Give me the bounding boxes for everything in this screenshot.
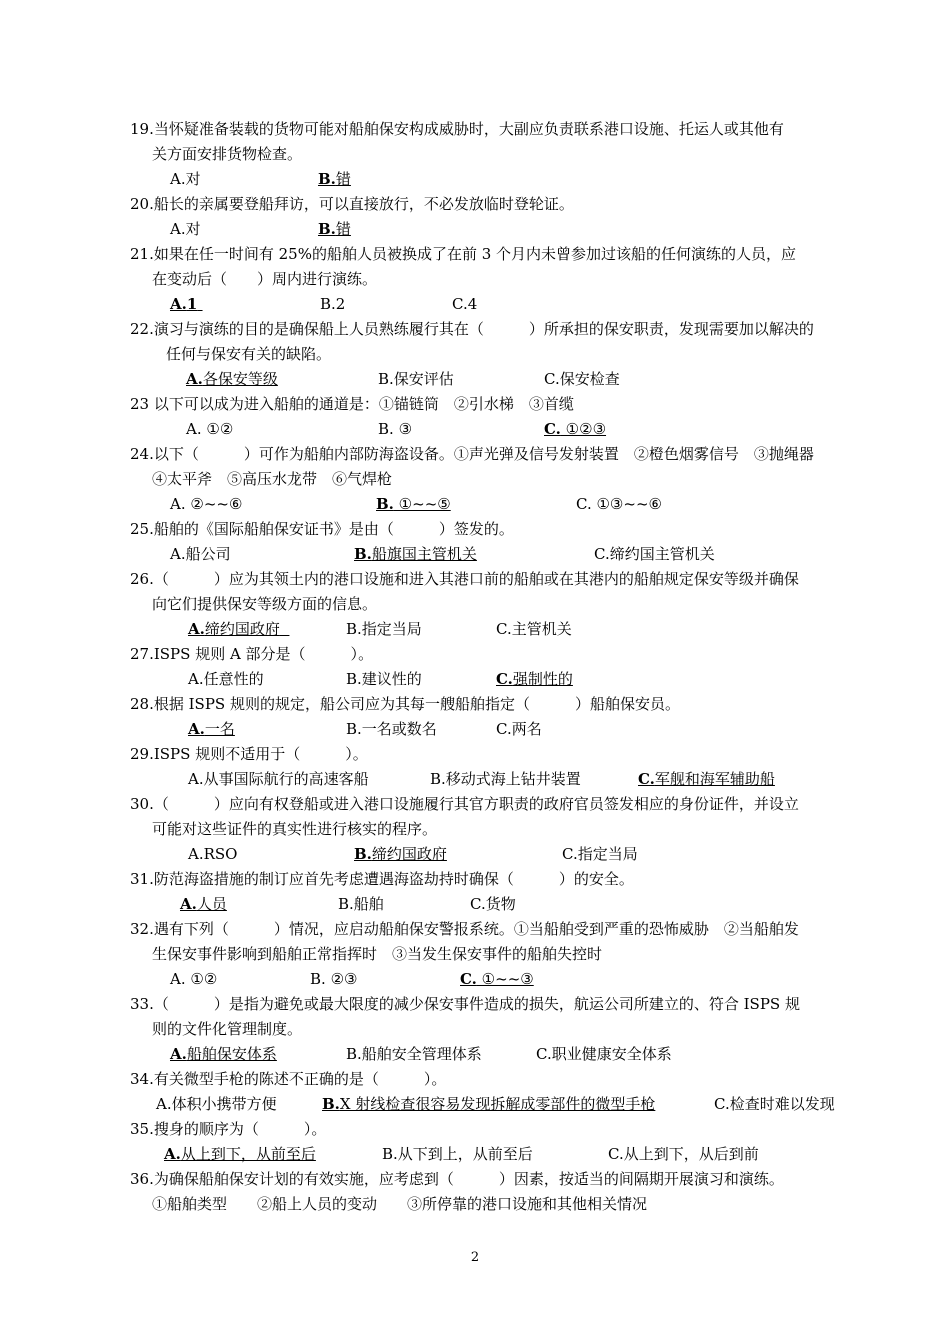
option-b: B.错 <box>318 170 351 188</box>
options <box>130 367 900 392</box>
option-a: A.人员 <box>180 895 227 913</box>
options <box>130 417 900 442</box>
option-b: B.2 <box>320 295 346 313</box>
question-28 <box>130 692 900 742</box>
question-text: 19.当怀疑准备装载的货物可能对船舶保安构成威胁时，大副应负责联系港口设施、托运人或其他有 <box>130 120 784 138</box>
question-24 <box>130 442 900 517</box>
question-list <box>130 117 900 1217</box>
option-a: A.体积小携带方便 <box>156 1095 277 1113</box>
option-b: B.船舶安全管理体系 <box>346 1045 482 1063</box>
question-text: 30.（ ）应向有权登船或进入港口设施履行其官方职责的政府官员签发相应的身份证件，并设立 <box>130 795 799 813</box>
options <box>130 1042 900 1067</box>
question-text: 则的文件化管理制度。 <box>152 1020 303 1038</box>
option-a: A.一名 <box>188 720 235 738</box>
question-text: 24.以下（ ）可作为船舶内部防海盗设备。①声光弹及信号发射装置 ②橙色烟雾信号 ③抛绳器 <box>130 445 814 463</box>
option-b: B. ②③ <box>310 970 358 988</box>
question-text: 生保安事件影响到船舶正常指挥时 ③当发生保安事件的船舶失控时 <box>152 945 603 963</box>
option-c: C. ①③~~⑥ <box>576 495 662 513</box>
option-b: B. ①~~⑤ <box>376 495 451 513</box>
question-text: 27.ISPS 规则 A 部分是（ ）。 <box>130 645 374 663</box>
question-text: 关方面安排货物检查。 <box>152 145 303 163</box>
options <box>130 842 900 867</box>
question-text: 可能对这些证件的真实性进行核实的程序。 <box>152 820 438 838</box>
option-a: A.对 <box>170 170 201 188</box>
options <box>130 542 900 567</box>
question-26 <box>130 567 900 642</box>
option-a: A.各保安等级 <box>186 370 278 388</box>
option-a: A.RSO <box>188 845 238 863</box>
question-29 <box>130 742 900 792</box>
option-b: B.错 <box>318 220 351 238</box>
option-c: C.4 <box>452 295 478 313</box>
question-text: 向它们提供保安等级方面的信息。 <box>152 595 378 613</box>
question-32 <box>130 917 900 992</box>
option-a: A.船公司 <box>170 545 231 563</box>
option-a: A.对 <box>170 220 201 238</box>
option-c: C.保安检查 <box>544 370 620 388</box>
question-text: 36.为确保船舶保安计划的有效实施，应考虑到（ ）因素，按适当的间隔期开展演习和演练。 <box>130 1170 784 1188</box>
question-text: 33.（ ）是指为避免或最大限度的减少保安事件造成的损失，航运公司所建立的、符合 ISPS 规 <box>130 995 800 1013</box>
option-b: B.船舶 <box>338 895 384 913</box>
option-a: A.任意性的 <box>188 670 264 688</box>
question-text: 28.根据 ISPS 规则的规定，船公司应为其每一艘船舶指定（ ）船舶保安员。 <box>130 695 680 713</box>
option-b: B. ③ <box>378 420 413 438</box>
option-b: B.移动式海上钻井装置 <box>430 770 581 788</box>
option-c: C.指定当局 <box>562 845 638 863</box>
question-text: 34.有关微型手枪的陈述不正确的是（ ）。 <box>130 1070 447 1088</box>
option-c: C.主管机关 <box>496 620 572 638</box>
option-b: B.从下到上，从前至后 <box>382 1145 533 1163</box>
option-b: B.X 射线检查很容易发现拆解成零部件的微型手枪 <box>322 1095 656 1113</box>
option-a: A.缔约国政府 <box>188 620 280 638</box>
options <box>130 1142 900 1167</box>
option-c: C. ①~~③ <box>460 970 534 988</box>
question-text: 21.如果在任一时间有 25%的船舶人员被换成了在前 3 个月内未曾参加过该船的任何演练的人员，应 <box>130 245 797 263</box>
options <box>130 1092 900 1117</box>
question-text: 20.船长的亲属要登船拜访，可以直接放行，不必发放临时登轮证。 <box>130 195 574 213</box>
option-c: C.检查时难以发现 <box>714 1095 835 1113</box>
option-a: A.从事国际航行的高速客船 <box>188 770 369 788</box>
options <box>130 292 900 317</box>
option-a: A. ①② <box>170 970 218 988</box>
question-19 <box>130 117 900 192</box>
option-c: C.从上到下，从后到前 <box>608 1145 759 1163</box>
option-c: C.两名 <box>496 720 542 738</box>
option-c: C.强制性的 <box>496 670 573 688</box>
options <box>130 217 900 242</box>
question-36 <box>130 1167 900 1217</box>
question-text: 32.遇有下列（ ）情况，应启动船舶保安警报系统。①当船舶受到严重的恐怖威胁 ②当船舶发 <box>130 920 799 938</box>
question-text: ①船舶类型 ②船上人员的变动 ③所停靠的港口设施和其他相关情况 <box>152 1195 648 1213</box>
option-a: A. ①② <box>186 420 234 438</box>
question-text: 23 以下可以成为进入船舶的通道是：①锚链筒 ②引水梯 ③首缆 <box>130 395 574 413</box>
question-30 <box>130 792 900 867</box>
option-b: B.一名或数名 <box>346 720 437 738</box>
question-21 <box>130 242 900 317</box>
option-b: B.建议性的 <box>346 670 422 688</box>
question-31 <box>130 867 900 917</box>
option-c: C.缔约国主管机关 <box>594 545 715 563</box>
option-a: A.从上到下，从前至后 <box>164 1145 316 1163</box>
question-20 <box>130 192 900 242</box>
question-27 <box>130 642 900 692</box>
question-33 <box>130 992 900 1067</box>
question-text: 22.演习与演练的目的是确保船上人员熟练履行其在（ ）所承担的保安职责，发现需要加以解决的 <box>130 320 814 338</box>
option-c: C.职业健康安全体系 <box>536 1045 672 1063</box>
option-b: B.保安评估 <box>378 370 454 388</box>
question-text: 35.搜身的顺序为（ ）。 <box>130 1120 327 1138</box>
option-c: C. ①②③ <box>544 420 607 438</box>
option-a: A.1 <box>170 295 198 313</box>
options <box>130 492 900 517</box>
question-text: 31.防范海盗措施的制订应首先考虑遭遇海盗劫持时确保（ ）的安全。 <box>130 870 634 888</box>
option-a: A.船舶保安体系 <box>170 1045 277 1063</box>
options <box>130 717 900 742</box>
option-b: B.指定当局 <box>346 620 422 638</box>
option-c: C.货物 <box>470 895 516 913</box>
question-text: 25.船舶的《国际船舶保安证书》是由（ ）签发的。 <box>130 520 514 538</box>
option-b: B.缔约国政府 <box>354 845 447 863</box>
question-23 <box>130 392 900 442</box>
question-text: ④太平斧 ⑤高压水龙带 ⑥气焊枪 <box>152 470 393 488</box>
option-b: B.船旗国主管机关 <box>354 545 477 563</box>
question-22 <box>130 317 900 392</box>
page-number: 2 <box>470 1250 480 1265</box>
options <box>130 617 900 642</box>
question-text: 29.ISPS 规则不适用于（ ）。 <box>130 745 368 763</box>
options <box>130 667 900 692</box>
options <box>130 892 900 917</box>
question-text: 26.（ ）应为其领土内的港口设施和进入其港口前的船舶或在其港内的船舶规定保安等级并确保 <box>130 570 799 588</box>
question-25 <box>130 517 900 567</box>
question-34 <box>130 1067 900 1117</box>
question-text: 在变动后（ ）周内进行演练。 <box>152 270 378 288</box>
options <box>130 967 900 992</box>
option-c: C.军舰和海军辅助船 <box>638 770 775 788</box>
options <box>130 167 900 192</box>
question-35 <box>130 1117 900 1167</box>
options <box>130 767 900 792</box>
option-a: A. ②~~⑥ <box>170 495 243 513</box>
question-text: 任何与保安有关的缺陷。 <box>166 345 332 363</box>
